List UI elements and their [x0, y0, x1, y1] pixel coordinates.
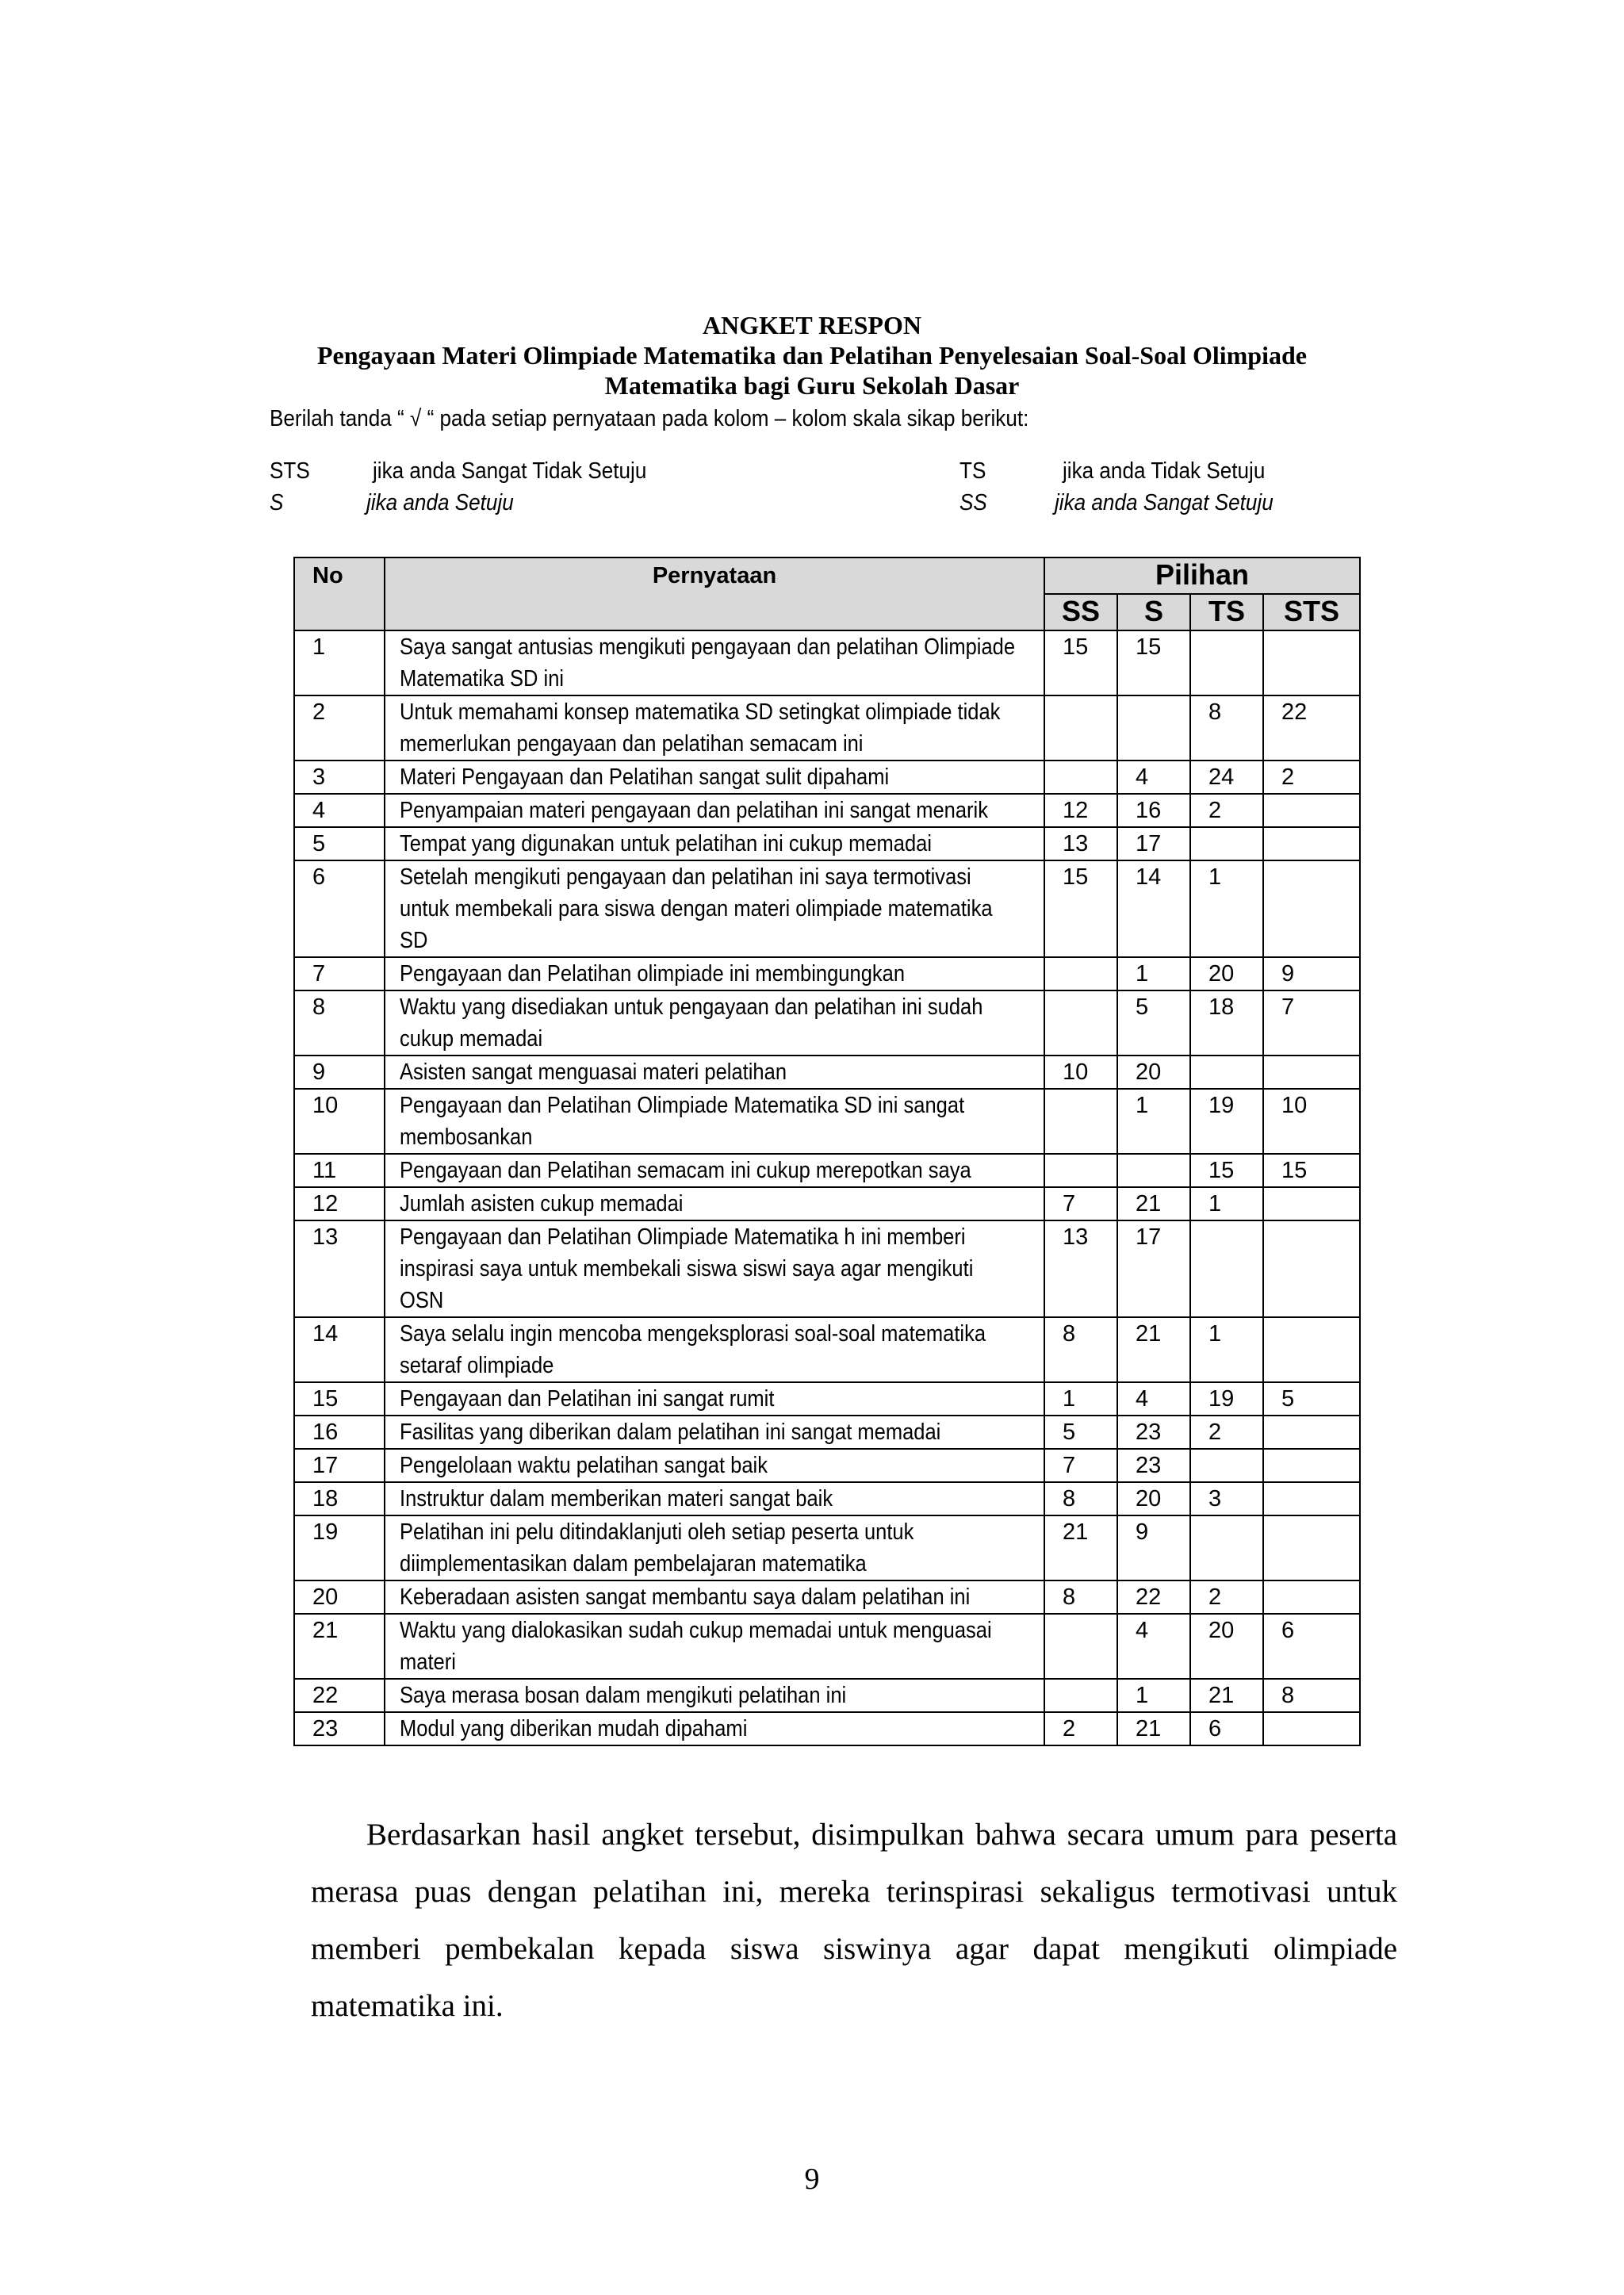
statement-text: Untuk memahami konsep matematika SD setingkat olimpiade tidak memerlukan pengayaan dan pelatihan semacam ini — [400, 699, 1001, 757]
statement-text: Saya sangat antusias mengikuti pengayaan dan pelatihan Olimpiade Matematika SD ini — [400, 634, 1016, 692]
row-statement — [385, 1515, 1044, 1580]
row-sts-count — [1263, 1317, 1360, 1382]
row-ss-count: 15 — [1044, 860, 1117, 957]
row-ts-count: 19 — [1190, 1382, 1263, 1416]
statement-text: Pelatihan ini pelu ditindaklanjuti oleh setiap peserta untuk diimplementasikan dalam pembelajaran matematika — [400, 1519, 914, 1577]
row-ts-count: 1 — [1190, 860, 1263, 957]
row-ss-count: 13 — [1044, 827, 1117, 860]
header-sts: STS — [1263, 594, 1360, 630]
row-ts-count: 20 — [1190, 957, 1263, 990]
page-number: 9 — [804, 2163, 820, 2196]
row-ss-count: 7 — [1044, 1187, 1117, 1220]
row-ts-count — [1190, 1220, 1263, 1317]
header-statement: Pernyataan — [385, 557, 1044, 630]
legend-code-s: S — [270, 490, 284, 515]
row-sts-count — [1263, 1416, 1360, 1449]
row-s-count: 17 — [1117, 827, 1190, 860]
row-ts-count: 1 — [1190, 1317, 1263, 1382]
row-ss-count: 21 — [1044, 1515, 1117, 1580]
row-ss-count: 15 — [1044, 630, 1117, 695]
row-ts-count: 3 — [1190, 1482, 1263, 1515]
row-s-count: 22 — [1117, 1580, 1190, 1614]
row-statement — [385, 1056, 1044, 1089]
table-row — [294, 1089, 1360, 1154]
conclusion-text: Berdasarkan hasil angket tersebut, disimpulkan bahwa secara umum para peserta merasa puas dengan pelatihan ini, mereka terinspirasi sekaligus termotivasi untuk memberi pembekalan kepada siswa siswinya agar dapat mengikuti olimpiade matematika ini. — [311, 1818, 1397, 2023]
row-ss-count: 8 — [1044, 1482, 1117, 1515]
row-number: 10 — [294, 1089, 385, 1154]
row-s-count: 15 — [1117, 630, 1190, 695]
table-row — [294, 1712, 1360, 1745]
row-sts-count — [1263, 1482, 1360, 1515]
row-number: 18 — [294, 1482, 385, 1515]
statement-text: Pengayaan dan Pelatihan olimpiade ini membingungkan — [400, 961, 906, 987]
statement-text: Asisten sangat menguasai materi pelatihan — [400, 1059, 787, 1085]
legend-code-ts: TS — [959, 458, 986, 484]
table-row — [294, 827, 1360, 860]
statement-text: Waktu yang disediakan untuk pengayaan dan pelatihan ini sudah cukup memadai — [400, 994, 983, 1052]
row-statement — [385, 827, 1044, 860]
table-row — [294, 1187, 1360, 1220]
row-ts-count: 2 — [1190, 1416, 1263, 1449]
row-number: 15 — [294, 1382, 385, 1416]
table-row — [294, 1416, 1360, 1449]
row-s-count: 4 — [1117, 761, 1190, 794]
row-statement — [385, 1154, 1044, 1187]
row-statement — [385, 1187, 1044, 1220]
table-row — [294, 1614, 1360, 1679]
table-row — [294, 1317, 1360, 1382]
row-statement — [385, 860, 1044, 957]
row-ts-count: 8 — [1190, 695, 1263, 761]
header-ss: SS — [1044, 594, 1117, 630]
statement-text: Keberadaan asisten sangat membantu saya dalam pelatihan ini — [400, 1584, 971, 1610]
document-title: ANGKET RESPON — [703, 311, 921, 339]
row-statement — [385, 1220, 1044, 1317]
document-subtitle-line1: Pengayaan Materi Olimpiade Matematika dan Pelatihan Penyelesaian Soal-Soal Olimpiade — [317, 341, 1307, 370]
row-ss-count: 1 — [1044, 1382, 1117, 1416]
row-ts-count: 15 — [1190, 1154, 1263, 1187]
row-ss-count: 8 — [1044, 1580, 1117, 1614]
legend-code-ss: SS — [959, 490, 987, 515]
row-sts-count: 10 — [1263, 1089, 1360, 1154]
row-number: 8 — [294, 990, 385, 1056]
row-statement — [385, 990, 1044, 1056]
row-ts-count: 20 — [1190, 1614, 1263, 1679]
row-s-count — [1117, 695, 1190, 761]
row-s-count: 23 — [1117, 1416, 1190, 1449]
row-statement — [385, 1614, 1044, 1679]
table-row — [294, 1679, 1360, 1712]
statement-text: Pengayaan dan Pelatihan semacam ini cukup merepotkan saya — [400, 1158, 971, 1183]
statement-text: Pengayaan dan Pelatihan Olimpiade Matematika h ini memberi inspirasi saya untuk membekali siswa siswi saya agar mengikuti OSN — [400, 1224, 974, 1313]
statement-text: Waktu yang dialokasikan sudah cukup memadai untuk menguasai materi — [400, 1618, 992, 1675]
table-row — [294, 630, 1360, 695]
header-s: S — [1117, 594, 1190, 630]
row-ts-count: 21 — [1190, 1679, 1263, 1712]
row-s-count: 20 — [1117, 1482, 1190, 1515]
row-ss-count: 10 — [1044, 1056, 1117, 1089]
legend-desc-sts: jika anda Sangat Tidak Setuju — [373, 458, 647, 484]
row-sts-count: 6 — [1263, 1614, 1360, 1679]
row-s-count: 4 — [1117, 1382, 1190, 1416]
row-number: 16 — [294, 1416, 385, 1449]
header-no: No — [294, 557, 385, 630]
row-ts-count — [1190, 1449, 1263, 1482]
row-statement — [385, 1679, 1044, 1712]
table-row — [294, 860, 1360, 957]
statement-text: Jumlah asisten cukup memadai — [400, 1191, 684, 1216]
legend-desc-s: jika anda Setuju — [366, 490, 514, 515]
survey-table — [293, 557, 1361, 1746]
statement-text: Pengelolaan waktu pelatihan sangat baik — [400, 1453, 768, 1478]
row-ss-count: 7 — [1044, 1449, 1117, 1482]
row-s-count: 1 — [1117, 1089, 1190, 1154]
row-ss-count: 5 — [1044, 1416, 1117, 1449]
row-ss-count: 12 — [1044, 794, 1117, 827]
row-ts-count — [1190, 1056, 1263, 1089]
row-sts-count — [1263, 1449, 1360, 1482]
row-statement — [385, 1416, 1044, 1449]
legend-desc-ss: jika anda Sangat Setuju — [1055, 490, 1274, 515]
row-sts-count: 8 — [1263, 1679, 1360, 1712]
statement-text: Pengayaan dan Pelatihan Olimpiade Matematika SD ini sangat membosankan — [400, 1093, 965, 1150]
row-sts-count — [1263, 1580, 1360, 1614]
row-statement — [385, 1089, 1044, 1154]
row-s-count: 20 — [1117, 1056, 1190, 1089]
table-row — [294, 794, 1360, 827]
statement-text: Saya selalu ingin mencoba mengeksplorasi soal-soal matematika setaraf olimpiade — [400, 1321, 986, 1378]
row-ts-count — [1190, 630, 1263, 695]
row-s-count: 1 — [1117, 1679, 1190, 1712]
row-number: 7 — [294, 957, 385, 990]
row-s-count: 17 — [1117, 1220, 1190, 1317]
row-number: 2 — [294, 695, 385, 761]
row-s-count: 21 — [1117, 1317, 1190, 1382]
row-sts-count: 15 — [1263, 1154, 1360, 1187]
row-number: 1 — [294, 630, 385, 695]
row-sts-count: 2 — [1263, 761, 1360, 794]
row-sts-count: 22 — [1263, 695, 1360, 761]
table-row — [294, 761, 1360, 794]
row-sts-count — [1263, 1515, 1360, 1580]
row-number: 12 — [294, 1187, 385, 1220]
row-ss-count: 13 — [1044, 1220, 1117, 1317]
row-statement — [385, 1317, 1044, 1382]
row-number: 23 — [294, 1712, 385, 1745]
row-statement — [385, 1712, 1044, 1745]
row-ts-count — [1190, 827, 1263, 860]
row-ss-count: 8 — [1044, 1317, 1117, 1382]
table-row — [294, 957, 1360, 990]
row-statement — [385, 695, 1044, 761]
row-ts-count: 19 — [1190, 1089, 1263, 1154]
row-statement — [385, 1382, 1044, 1416]
row-sts-count — [1263, 860, 1360, 957]
row-statement — [385, 794, 1044, 827]
header-choice: Pilihan — [1044, 557, 1360, 594]
document-subtitle-line2: Matematika bagi Guru Sekolah Dasar — [604, 371, 1020, 400]
statement-text: Pengayaan dan Pelatihan ini sangat rumit — [400, 1386, 775, 1412]
row-number: 13 — [294, 1220, 385, 1317]
row-sts-count: 5 — [1263, 1382, 1360, 1416]
row-sts-count — [1263, 1056, 1360, 1089]
row-s-count: 9 — [1117, 1515, 1190, 1580]
row-s-count — [1117, 1154, 1190, 1187]
row-sts-count — [1263, 794, 1360, 827]
row-s-count: 5 — [1117, 990, 1190, 1056]
row-statement — [385, 1580, 1044, 1614]
statement-text: Fasilitas yang diberikan dalam pelatihan ini sangat memadai — [400, 1420, 941, 1445]
statement-text: Tempat yang digunakan untuk pelatihan ini cukup memadai — [400, 831, 933, 856]
row-sts-count — [1263, 1220, 1360, 1317]
row-number: 22 — [294, 1679, 385, 1712]
row-sts-count — [1263, 630, 1360, 695]
row-number: 5 — [294, 827, 385, 860]
table-row — [294, 1449, 1360, 1482]
statement-text: Modul yang diberikan mudah dipahami — [400, 1716, 748, 1741]
row-ss-count: 2 — [1044, 1712, 1117, 1745]
row-number: 6 — [294, 860, 385, 957]
row-statement — [385, 1449, 1044, 1482]
row-s-count: 16 — [1117, 794, 1190, 827]
row-number: 20 — [294, 1580, 385, 1614]
row-number: 19 — [294, 1515, 385, 1580]
row-ts-count — [1190, 1515, 1263, 1580]
statement-text: Saya merasa bosan dalam mengikuti pelatihan ini — [400, 1683, 847, 1708]
statement-text: Penyampaian materi pengayaan dan pelatihan ini sangat menarik — [400, 798, 988, 823]
conclusion-paragraph — [311, 1806, 1397, 2035]
table-row — [294, 1515, 1360, 1580]
table-row — [294, 695, 1360, 761]
row-statement — [385, 957, 1044, 990]
row-sts-count: 7 — [1263, 990, 1360, 1056]
table-row — [294, 1154, 1360, 1187]
table-row — [294, 1220, 1360, 1317]
statement-text: Setelah mengikuti pengayaan dan pelatihan ini saya termotivasi untuk membekali para siswa dengan materi olimpiade matematika SD — [400, 864, 993, 953]
row-s-count: 21 — [1117, 1712, 1190, 1745]
table-row — [294, 1382, 1360, 1416]
statement-text: Materi Pengayaan dan Pelatihan sangat sulit dipahami — [400, 764, 890, 790]
row-number: 21 — [294, 1614, 385, 1679]
legend-desc-ts: jika anda Tidak Setuju — [1063, 458, 1266, 484]
row-s-count: 14 — [1117, 860, 1190, 957]
statement-text: Instruktur dalam memberikan materi sangat baik — [400, 1486, 833, 1511]
instruction-text: Berilah tanda “ √ “ pada setiap pernyataan pada kolom – kolom skala sikap berikut: — [270, 406, 1029, 431]
row-ts-count: 6 — [1190, 1712, 1263, 1745]
row-sts-count: 9 — [1263, 957, 1360, 990]
survey-table-body — [294, 630, 1360, 1745]
table-row — [294, 990, 1360, 1056]
row-number: 4 — [294, 794, 385, 827]
row-number: 17 — [294, 1449, 385, 1482]
row-ts-count: 1 — [1190, 1187, 1263, 1220]
row-statement — [385, 761, 1044, 794]
row-s-count: 21 — [1117, 1187, 1190, 1220]
row-s-count: 4 — [1117, 1614, 1190, 1679]
row-number: 11 — [294, 1154, 385, 1187]
header-ts: TS — [1190, 594, 1263, 630]
row-ts-count: 2 — [1190, 1580, 1263, 1614]
table-row — [294, 1482, 1360, 1515]
legend-code-sts: STS — [270, 458, 310, 484]
row-s-count: 23 — [1117, 1449, 1190, 1482]
row-statement — [385, 630, 1044, 695]
row-number: 9 — [294, 1056, 385, 1089]
row-ts-count: 2 — [1190, 794, 1263, 827]
row-sts-count — [1263, 1712, 1360, 1745]
table-row — [294, 1056, 1360, 1089]
row-sts-count — [1263, 827, 1360, 860]
row-ts-count: 24 — [1190, 761, 1263, 794]
row-number: 14 — [294, 1317, 385, 1382]
row-s-count: 1 — [1117, 957, 1190, 990]
row-sts-count — [1263, 1187, 1360, 1220]
row-ts-count: 18 — [1190, 990, 1263, 1056]
row-statement — [385, 1482, 1044, 1515]
row-number: 3 — [294, 761, 385, 794]
table-row — [294, 1580, 1360, 1614]
